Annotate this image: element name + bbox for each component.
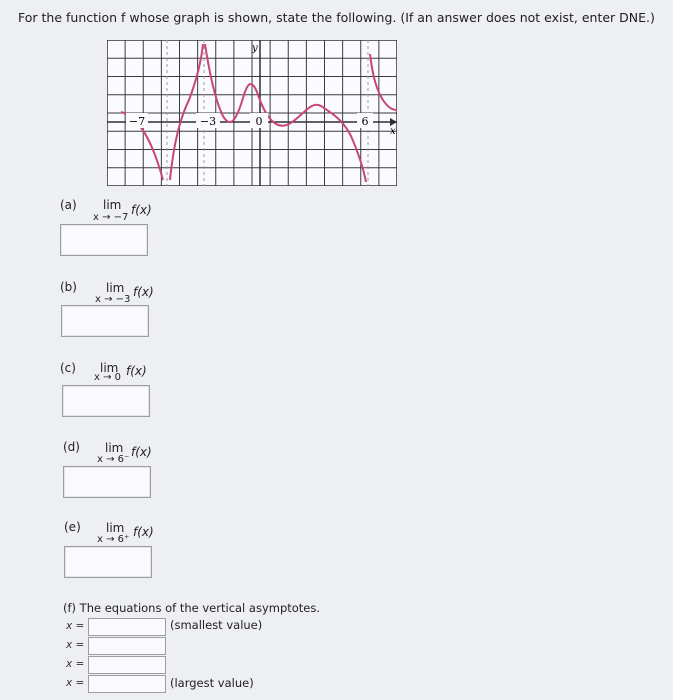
asymptote-2-input[interactable]: [88, 637, 166, 655]
part-b-fx: f(x): [133, 285, 154, 299]
y-axis-label: y: [252, 43, 258, 54]
part-b-label: (b): [60, 280, 77, 294]
part-a-answer-input[interactable]: [60, 224, 148, 256]
part-e-answer-input[interactable]: [64, 546, 152, 578]
tick-label-neg3: −3: [199, 115, 217, 128]
part-d-sub: x → 6⁻: [97, 454, 130, 465]
part-b-lim: lim: [106, 281, 125, 295]
part-e-fx: f(x): [133, 525, 154, 539]
tick-label-0: 0: [255, 115, 263, 128]
asymptote-1-prefix: x =: [66, 620, 85, 632]
part-e-lim: lim: [106, 521, 125, 535]
largest-value-note: (largest value): [170, 676, 254, 690]
part-b-answer-input[interactable]: [61, 305, 149, 337]
part-a-sub: x → −7: [93, 212, 129, 223]
x-axis-label: x: [390, 126, 396, 137]
part-c-label: (c): [60, 361, 76, 375]
graph-svg: [107, 40, 397, 186]
part-c-fx: f(x): [126, 364, 147, 378]
asymptote-4-prefix: x =: [66, 677, 85, 689]
part-c-answer-input[interactable]: [62, 385, 150, 417]
tick-label-6: 6: [361, 115, 369, 128]
part-d-label: (d): [63, 440, 80, 454]
asymptote-3-prefix: x =: [66, 658, 85, 670]
part-a-lim: lim: [103, 198, 122, 212]
asymptote-4-input[interactable]: [88, 675, 166, 693]
part-c-sub: x → 0: [94, 372, 122, 383]
instructions-text: For the function f whose graph is shown, state the following. (If an answer does not exist, enter DNE.): [18, 10, 655, 25]
smallest-value-note: (smallest value): [170, 618, 263, 632]
tick-label-neg7: −7: [128, 115, 146, 128]
part-e-sub: x → 6⁺: [97, 534, 130, 545]
part-a-label: (a): [60, 198, 77, 212]
part-a-fx: f(x): [131, 203, 152, 217]
part-d-fx: f(x): [131, 445, 152, 459]
part-e-label: (e): [64, 520, 81, 534]
asymptote-2-prefix: x =: [66, 639, 85, 651]
part-d-answer-input[interactable]: [63, 466, 151, 498]
function-graph: [107, 40, 397, 186]
asymptote-1-input[interactable]: [88, 618, 166, 636]
part-c-lim: lim: [100, 361, 119, 375]
part-b-sub: x → −3: [95, 294, 131, 305]
part-d-lim: lim: [105, 441, 124, 455]
part-f-title: (f) The equations of the vertical asymptotes.: [63, 601, 321, 615]
asymptote-3-input[interactable]: [88, 656, 166, 674]
